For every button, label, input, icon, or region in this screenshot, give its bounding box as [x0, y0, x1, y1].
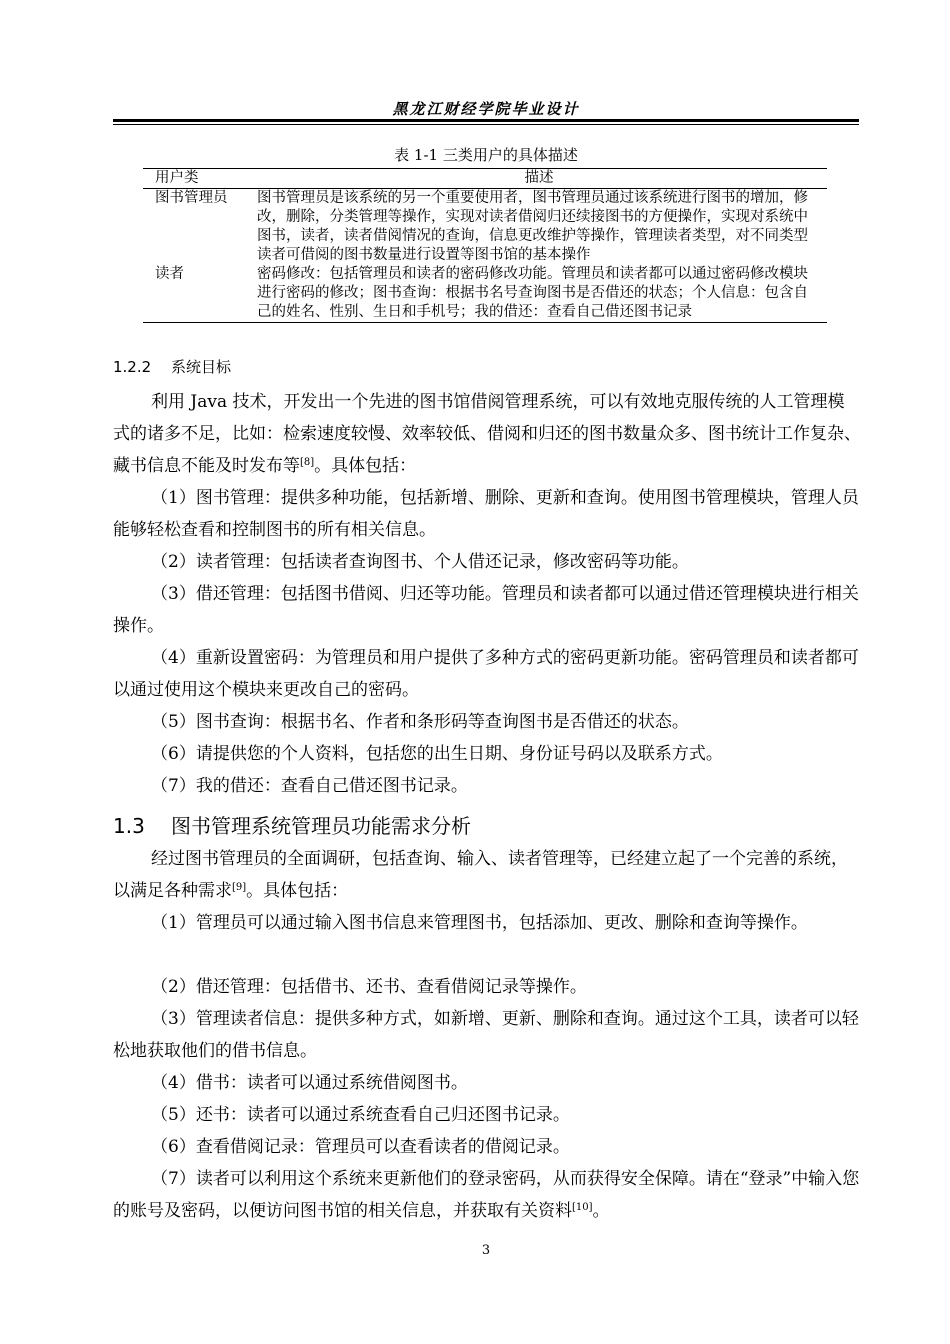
page-number: 3: [481, 1243, 491, 1258]
paragraph: [113, 843, 861, 907]
citation-ref: [10]: [572, 1202, 593, 1213]
list-item: （2）读者管理：包括读者查询图书、个人借还记录，修改密码等功能。: [151, 552, 689, 572]
paragraph-text: 。具体包括：: [246, 881, 349, 901]
list-item: （1）图书管理：提供多种功能，包括新增、删除、更新和查询。使用图书管理模块，管理人员能够轻松查看和控制图书的所有相关信息。: [113, 488, 859, 540]
paragraph-text: （7）读者可以利用这个系统来更新他们的登录密码，从而获得安全保障。请在“登录”中输入您的账号及密码，以便访问图书馆的相关信息，并获取有关资料: [113, 1169, 860, 1221]
description-cell: 密码修改：包括管理员和读者的密码修改功能。管理员和读者都可以通过密码修改模块进行密码的修改；图书查询：根据书名号查询图书是否借还的状态；个人信息：包含自己的姓名、性别、生日和手机号；我的借还：查看自己借还图书记录: [257, 265, 827, 323]
section-heading-1-3: [113, 810, 471, 839]
citation-ref: [9]: [232, 882, 247, 893]
user-type-cell: 图书管理员: [155, 190, 228, 206]
description-cell: 图书管理员是该系统的另一个重要使用者，图书管理员通过该系统进行图书的增加，修改，删除，分类管理等操作，实现对读者借阅归还续接图书的方便操作，实现对系统中图书，读者，读者借阅情况的查询，信息更改维护等操作，管理读者类型，对不同类型读者可借阅的图书数量进行设置等图书馆的基本操作: [257, 190, 808, 263]
header-rule: [113, 119, 859, 122]
table-row: [143, 265, 827, 323]
paragraph-text: 。具体包括：: [314, 456, 417, 476]
list-item: （6）请提供您的个人资料，包括您的出生日期、身份证号码以及联系方式。: [151, 744, 723, 764]
column-header-description: 描述: [257, 169, 827, 189]
citation-ref: [8]: [300, 457, 315, 468]
section-title: 系统目标: [171, 358, 232, 376]
list-item: （5）还书：读者可以通过系统查看自己归还图书记录。: [151, 1105, 570, 1125]
table-row: [143, 189, 827, 266]
list-item: （3）借还管理：包括图书借阅、归还等功能。管理员和读者都可以通过借还管理模块进行相关操作。: [113, 584, 859, 636]
section-number: 1.2.2: [113, 358, 152, 376]
section-number: 1.3: [113, 814, 145, 838]
list-item: [113, 1163, 861, 1227]
list-item: （3）管理读者信息：提供多种方式，如新增、更新、删除和查询。通过这个工具，读者可以轻松地获取他们的借书信息。: [113, 1009, 859, 1061]
paragraph-text: 利用 Java 技术，开发出一个先进的图书馆借阅管理系统，可以有效地克服传统的人工管理模式的诸多不足，比如：检索速度较慢、效率较低、借阅和归还的图书数量众多、图书统计工作复杂、藏书信息不能及时发布等: [113, 392, 861, 476]
list-item: （2）借还管理：包括借书、还书、查看借阅记录等操作。: [151, 977, 587, 997]
user-types-table: [143, 168, 827, 323]
section-heading-1-2-2: [113, 356, 231, 377]
section-title: 图书管理系统管理员功能需求分析: [171, 814, 471, 838]
list-item: （4）借书：读者可以通过系统借阅图书。: [151, 1073, 468, 1093]
column-header-user-type: 用户类: [143, 169, 257, 189]
table-header-row: [143, 169, 827, 189]
page-header: 黑龙江财经学院毕业设计: [392, 100, 580, 118]
paragraph-text: 经过图书管理员的全面调研，包括查询、输入、读者管理等，已经建立起了一个完善的系统，以满足各种需求: [113, 849, 848, 901]
paragraph-text: 。: [592, 1201, 610, 1221]
header-rule-thin: [113, 124, 859, 125]
list-item: （4）重新设置密码：为管理员和用户提供了多种方式的密码更新功能。密码管理员和读者都可以通过使用这个模块来更改自己的密码。: [113, 648, 859, 700]
list-item: （1）管理员可以通过输入图书信息来管理图书，包括添加、更改、删除和查询等操作。: [151, 913, 808, 933]
paragraph: [113, 386, 861, 482]
list-item: （6）查看借阅记录：管理员可以查看读者的借阅记录。: [151, 1137, 570, 1157]
table-caption: 表 1-1 三类用户的具体描述: [394, 146, 578, 164]
user-type-cell: 读者: [143, 265, 257, 323]
list-item: （7）我的借还：查看自己借还图书记录。: [151, 776, 468, 796]
list-item: （5）图书查询：根据书名、作者和条形码等查询图书是否借还的状态。: [151, 712, 689, 732]
